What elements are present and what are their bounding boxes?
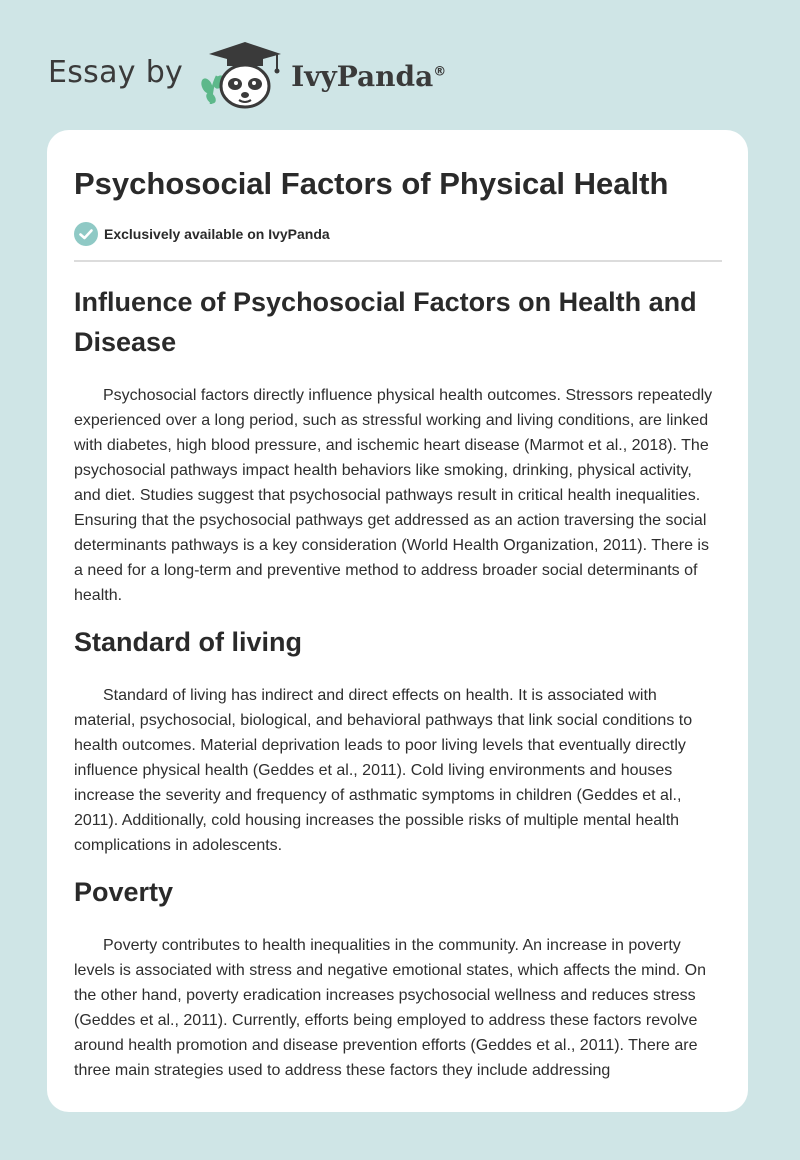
exclusive-badge (74, 222, 330, 246)
title-divider (74, 260, 722, 262)
brand-header (48, 40, 446, 110)
section-paragraph: Standard of living has indirect and direct effects on health. It is associated with material, psychosocial, biological, and behavioral pathways that link social conditions to health outcomes. Material deprivation leads to poor living levels that eventually directly influence physical health (Geddes et al., 2011). Cold living environments and houses increase the severity and frequency of asthmatic symptoms in children (Geddes et al., 2011). Additionally, cold housing increases the possible risks of multiple mental health complications in adolescents. (74, 687, 693, 854)
check-circle-icon (74, 222, 98, 246)
essay-body (74, 280, 722, 1083)
section-paragraph: Psychosocial factors directly influence physical health outcomes. Stressors repeatedly experienced over a long period, such as stressful working and living conditions, are linked with diabetes, high blood pressure, and ischemic heart disease (Marmot et al., 2018). The psychosocial pathways impact health behaviors like smoking, drinking, physical activity, and diet. Studies suggest that psychosocial pathways result in critical health inequalities. Ensuring that the psychosocial pathways get addressed as an action traversing the social determinants pathways is a key consideration (World Health Organization, 2011). There is a need for a long-term and preventive method to address broader social determinants of health. (74, 387, 713, 604)
exclusive-badge-text: Exclusively available on IvyPanda (104, 226, 330, 242)
section-heading: Poverty (74, 877, 174, 907)
essay-card (47, 130, 748, 1112)
panda-graduate-icon (197, 40, 287, 110)
registered-mark: ® (433, 64, 447, 80)
section-paragraph: Poverty contributes to health inequalities in the community. An increase in poverty levels is associated with stress and negative emotional states, which affects the mind. On the other hand, poverty eradication increases psychosocial wellness and reduces stress (Geddes et al., 2011). Currently, efforts being employed to address these factors revolve around health promotion and disease prevention efforts (Geddes et al., 2011). There are three main strategies used to address these factors they include addressing (74, 937, 707, 1079)
essay-title: Psychosocial Factors of Physical Health (74, 166, 669, 201)
brand-name: IvyPanda® (291, 59, 447, 93)
brand-prefix: Essay by (48, 54, 184, 90)
section-heading: Standard of living (74, 627, 303, 657)
section-heading: Influence of Psychosocial Factors on Health and Disease (74, 287, 697, 357)
